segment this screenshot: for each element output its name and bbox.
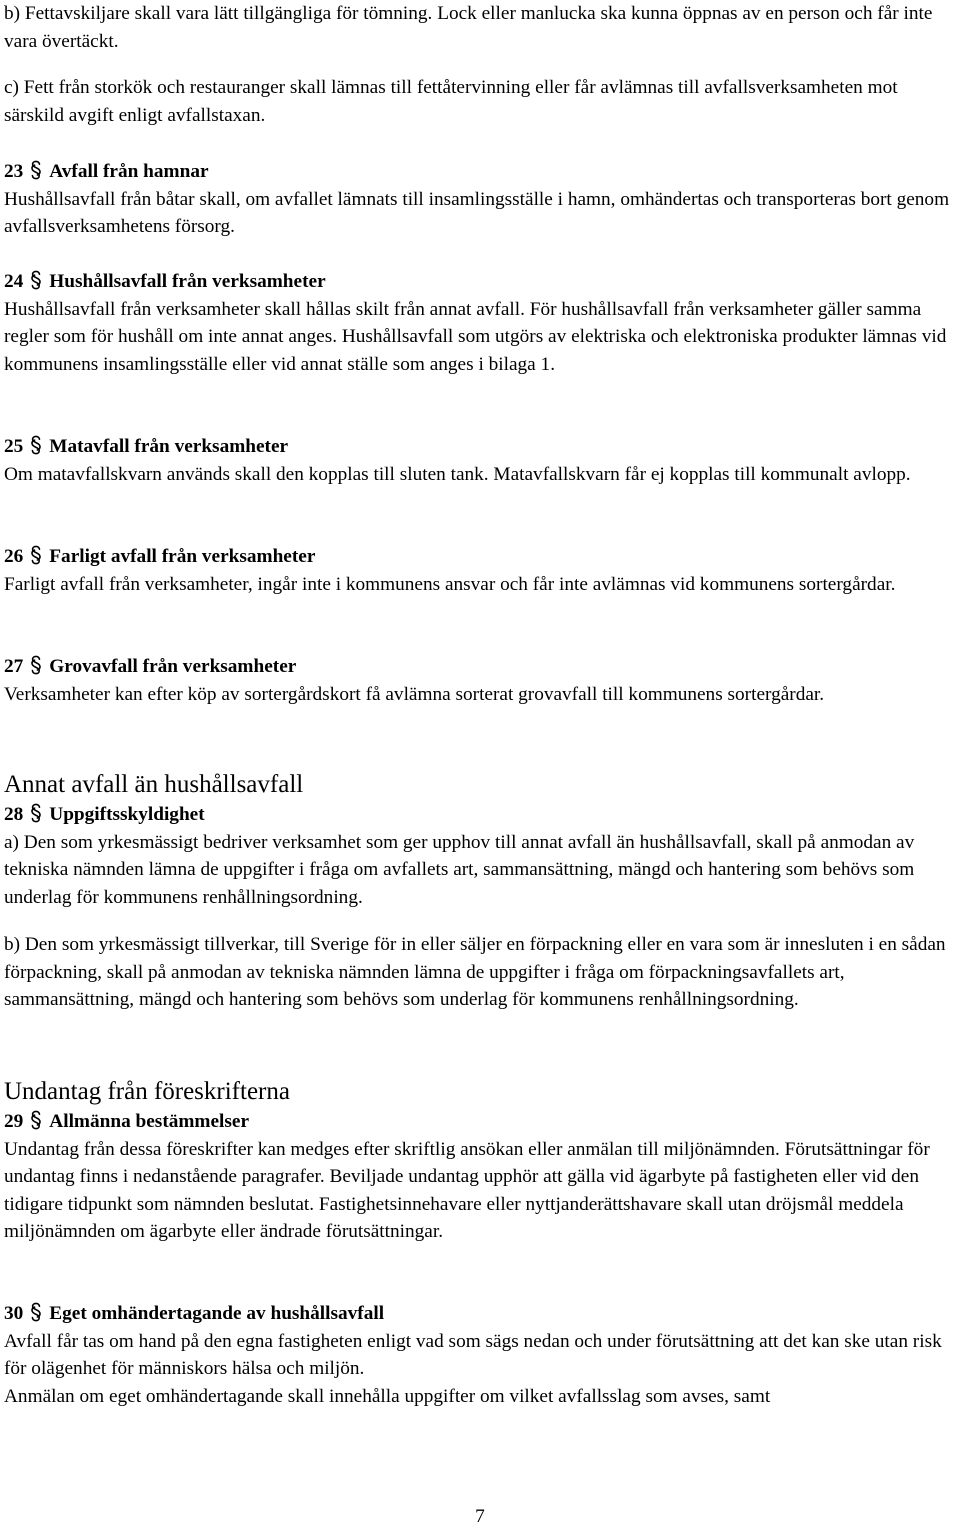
- section-heading: [4, 1300, 956, 1328]
- section-title: Eget omhändertagande av hushållsavfall: [49, 1303, 385, 1324]
- section-number: 24: [4, 271, 24, 292]
- section-heading: [4, 268, 956, 296]
- section-number: 28: [4, 804, 24, 825]
- section-sign-icon: [29, 1302, 43, 1322]
- section-heading: [4, 1108, 956, 1136]
- section-text-continued: Anmälan om eget omhändertagande skall innehålla uppgifter om vilket avfallsslag som avses, samt: [4, 1385, 771, 1407]
- section-sign-icon: [29, 655, 43, 675]
- section-title: Avfall från hamnar: [49, 161, 209, 182]
- chapter-title: Undantag från föreskrifterna: [4, 1078, 290, 1105]
- chapter-title: Annat avfall än hushållsavfall: [4, 771, 304, 798]
- section-title: Grovavfall från verksamheter: [49, 656, 297, 677]
- section-sign-icon: [29, 160, 43, 180]
- page-number: 7: [475, 1506, 485, 1527]
- section-23: [4, 158, 956, 241]
- section-number: 27: [4, 656, 24, 677]
- section-number: 29: [4, 1111, 24, 1132]
- paragraph-text: b) Fettavskiljare skall vara lätt tillgängliga för tömning. Lock eller manlucka ska kunna öppnas av en person och får inte vara övertäckt.: [4, 3, 933, 52]
- section-sign-icon: [29, 270, 43, 290]
- section-text: Om matavfallskvarn används skall den kopplas till sluten tank. Matavfallskvarn får ej kopplas till kommunalt avlopp.: [4, 463, 911, 485]
- section-title: Hushållsavfall från verksamheter: [49, 271, 326, 292]
- paragraph-fett-storkok: [4, 74, 956, 129]
- section-26: [4, 543, 956, 598]
- section-24: [4, 268, 956, 378]
- section-text: Avfall får tas om hand på den egna fastigheten enligt vad som sägs nedan och under förutsättning att det kan ske utan risk för olägenhet för människors hälsa och miljön.: [4, 1330, 942, 1379]
- section-sign-icon: [29, 803, 43, 823]
- section-title: Farligt avfall från verksamheter: [49, 546, 316, 567]
- section-text-b: b) Den som yrkesmässigt tillverkar, till Sverige för in eller säljer en förpackning eller en vara som är innesluten i en sådan förpackning, skall på anmodan av tekniska nämnden lämna de uppgifter i fråga om förpackningsavfallets art, sammansättning, mängd och hantering som behövs som underlag för kommunens renhållningsordning.: [4, 934, 946, 1010]
- chapter-undantag: [4, 1076, 956, 1246]
- section-heading: [4, 543, 956, 571]
- section-number: 25: [4, 436, 24, 457]
- section-number: 26: [4, 546, 24, 567]
- section-heading: [4, 158, 956, 186]
- section-title: Allmänna bestämmelser: [49, 1111, 250, 1132]
- section-text: Hushållsavfall från verksamheter skall hållas skilt från annat avfall. För hushållsavfall från verksamheter gäller samma regler som för hushåll om inte annat anges. Hushållsavfall som utgörs av elektriska och elektroniska produkter lämnas vid kommunens insamlingsställe eller vid annat ställe som anges i bilaga 1.: [4, 298, 947, 375]
- section-sign-icon: [29, 435, 43, 455]
- chapter-annat-avfall: [4, 769, 956, 911]
- section-text: Hushållsavfall från båtar skall, om avfallet lämnats till insamlingsställe i hamn, omhändertas och transporteras bort genom avfallsverksamhetens försorg.: [4, 188, 950, 237]
- section-heading: [4, 653, 956, 681]
- section-30: [4, 1300, 956, 1410]
- section-25: [4, 433, 956, 488]
- section-title: Uppgiftsskyldighet: [49, 804, 205, 825]
- paragraph-fettavskiljare: [4, 0, 956, 55]
- paragraph-28b: [4, 931, 956, 1014]
- section-title: Matavfall från verksamheter: [49, 436, 289, 457]
- section-text-a: a) Den som yrkesmässigt bedriver verksamhet som ger upphov till annat avfall än hushållsavfall, skall på anmodan av tekniska nämnden lämna de uppgifter i fråga om avfallets art, sammansättning, mängd och hantering som behövs som underlag för kommunens renhållningsordning.: [4, 831, 915, 908]
- section-number: 30: [4, 1303, 24, 1324]
- section-sign-icon: [29, 545, 43, 565]
- paragraph-text: c) Fett från storkök och restauranger skall lämnas till fettåtervinning eller får avlämnas till avfallsverksamheten mot särskild avgift enligt avfallstaxan.: [4, 77, 898, 126]
- section-27: [4, 653, 956, 708]
- section-text: Verksamheter kan efter köp av sortergårdskort få avlämna sorterat grovavfall till kommunens sortergårdar.: [4, 683, 825, 705]
- section-text: Undantag från dessa föreskrifter kan medges efter skriftlig ansökan eller anmälan till miljönämnden. Förutsättningar för undantag finns i nedanstående paragrafer. Beviljade undantag upphör att gälla vid ägarbyte på fastigheten eller vid den tidigare tidpunkt som nämnden beslutat. Fastighetsinnehavare eller nyttjanderättshavare skall utan dröjsmål meddela miljönämnden om ägarbyte eller ändrade förutsättningar.: [4, 1138, 930, 1242]
- section-sign-icon: [29, 1110, 43, 1130]
- section-number: 23: [4, 161, 24, 182]
- section-text: Farligt avfall från verksamheter, ingår inte i kommunens ansvar och får inte avlämnas vid kommunens sortergårdar.: [4, 573, 896, 595]
- section-heading: [4, 433, 956, 461]
- section-heading: [4, 801, 956, 829]
